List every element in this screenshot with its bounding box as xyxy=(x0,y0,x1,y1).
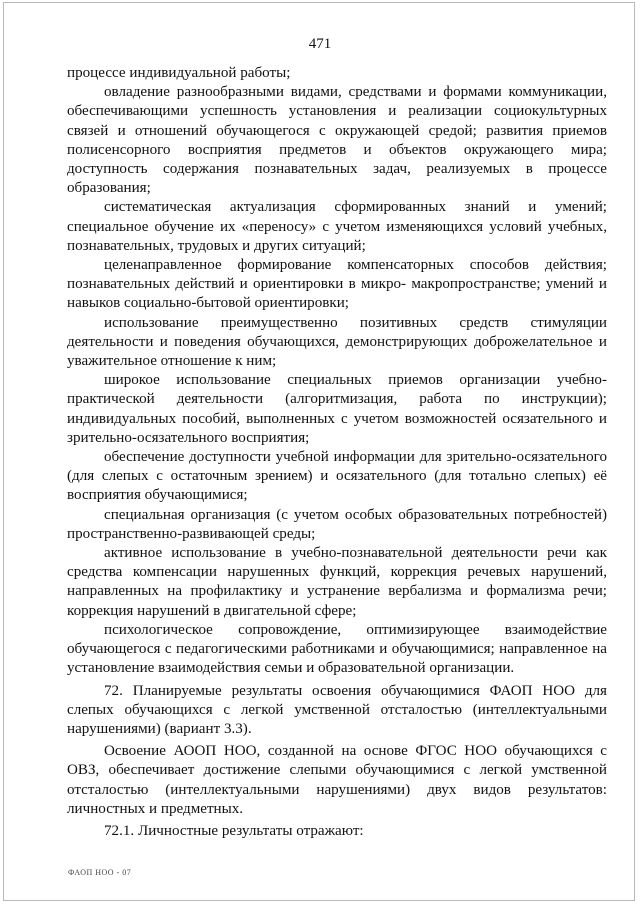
paragraph: активное использование в учебно-познавательной деятельности речи как средства компенсации нарушенных функций, коррекция речевых нарушений, направленных на профилактику и устранение вербализма и формализма речи; коррекция нарушений в двигательной сфере; xyxy=(67,545,607,619)
section-heading-72-1: 72.1. Личностные результаты отражают: xyxy=(104,822,364,839)
paragraph: процессе индивидуальной работы; xyxy=(67,65,291,81)
footer-mark: ФАОП НОО - 07 xyxy=(68,868,132,877)
paragraph: Освоение АООП НОО, созданной на основе ФГОС НОО обучающихся с ОВЗ, обеспечивает достижение слепыми обучающимися с легкой умственной отсталостью (интеллектуальными нарушениями) двух видов результатов: личностных и предметных. xyxy=(67,743,607,817)
paragraph: систематическая актуализация сформированных знаний и умений; специальное обучение их «переносу» с учетом изменяющихся условий учебных, познавательных, трудовых и других ситуаций; xyxy=(67,199,607,254)
paragraph: широкое использование специальных приемов организации учебно-практической деятельности (алгоритмизация, работа по инструкции); индивидуальных пособий, выполненных с учетом возможностей осязательного и зрительно-осязательного восприятия; xyxy=(67,372,607,446)
paragraph: психологическое сопровождение, оптимизирующее взаимодействие обучающегося с педагогическими работниками и обучающимися; направленное на установление взаимодействия семьи и образовательной организации. xyxy=(67,621,607,677)
paragraph: обеспечение доступности учебной информации для зрительно-осязательного (для слепых с остаточным зрением) и осязательного (для тотально слепых) её восприятия обучающимися; xyxy=(67,449,607,504)
paragraph: целенаправленное формирование компенсаторных способов действия; познавательных действий и ориентировки в микро- макропространстве; умений и навыков социально-бытовой ориентировки; xyxy=(67,257,607,312)
paragraph: специальная организация (с учетом особых образовательных потребностей) пространственно-развивающей среды; xyxy=(67,506,607,542)
section-heading-72: 72. Планируемые результаты освоения обучающимися ФАОП НОО для слепых обучающихся с легкой умственной отсталостью (интеллектуальными нарушениями) (вариант 3.3). xyxy=(67,682,607,737)
paragraph: использование преимущественно позитивных средств стимуляции деятельности и поведения обучающихся, демонстрирующих доброжелательное и уважительное отношение к ним; xyxy=(67,314,607,370)
document-body xyxy=(67,64,607,841)
paragraph: овладение разнообразными видами, средствами и формами коммуникации, обеспечивающими успешность установления и реализации социокультурных связей и отношений обучающегося с окружающей средой; развития приемов полисенсорного восприятия предметов и объектов окружающего мира; доступность содержания познавательных задач, реализуемых в процессе образования; xyxy=(67,84,607,197)
page-number: 471 xyxy=(308,36,332,52)
